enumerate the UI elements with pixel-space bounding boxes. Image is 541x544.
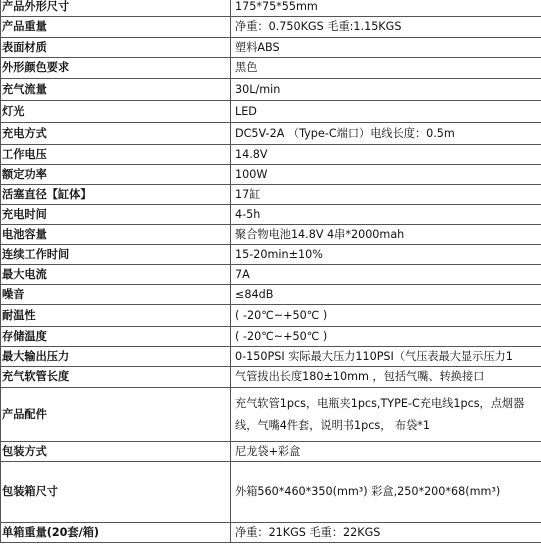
table-row <box>1 0 541 17</box>
row-label-runtime: 连续工作时间 <box>1 245 231 265</box>
row-value-runtime: 15-20min±10% <box>231 245 541 265</box>
row-value-charging-method: DC5V-2A （Type-C端口）电线长度：0.5m <box>231 123 541 145</box>
table-row <box>1 58 541 79</box>
row-label-material: 表面材质 <box>1 38 231 58</box>
row-value-max-current: 7A <box>231 265 541 285</box>
row-value-accessories: 充气软管1pcs，电瓶夹1pcs,TYPE-C充电线1pcs，点烟器线，气嘴4件套，说明书1pcs， 布袋*1 <box>231 388 541 442</box>
table-row <box>1 462 541 523</box>
row-value-temp-resistance: ( -20℃~+50℃ ) <box>231 305 541 327</box>
row-value-power: 100W <box>231 165 541 185</box>
row-value-noise: ≤84dB <box>231 285 541 305</box>
row-value-weight: 净重：0.750KGS 毛重:1.15KGS <box>231 17 541 38</box>
table-row <box>1 17 541 38</box>
row-value-dimensions: 175*75*55mm <box>231 0 541 17</box>
table-row <box>1 265 541 285</box>
table-row <box>1 523 541 543</box>
table-row <box>1 347 541 367</box>
row-value-voltage: 14.8V <box>231 145 541 165</box>
row-label-light: 灯光 <box>1 101 231 123</box>
row-value-packaging: 尼龙袋+彩盒 <box>231 442 541 462</box>
row-label-power: 额定功率 <box>1 165 231 185</box>
table-row <box>1 285 541 305</box>
row-value-color: 黑色 <box>231 58 541 79</box>
row-label-piston: 活塞直径【缸体】 <box>1 185 231 205</box>
row-value-hose-length: 气管拔出长度180±10mm ，包括气嘴、转换接口 <box>231 367 541 388</box>
table-row <box>1 205 541 225</box>
table-row <box>1 245 541 265</box>
row-label-accessories: 产品配件 <box>1 388 231 442</box>
row-label-voltage: 工作电压 <box>1 145 231 165</box>
row-value-carton-size: 外箱560*460*350(mm³) 彩盒,250*200*68(mm³) <box>231 462 541 523</box>
table-row <box>1 388 541 442</box>
table-row <box>1 123 541 145</box>
table-row <box>1 185 541 205</box>
row-label-noise: 噪音 <box>1 285 231 305</box>
row-label-color: 外形颜色要求 <box>1 58 231 79</box>
row-label-max-current: 最大电流 <box>1 265 231 285</box>
table-row <box>1 305 541 327</box>
row-value-battery: 聚合物电池14.8V 4串*2000mah <box>231 225 541 245</box>
table-row <box>1 101 541 123</box>
row-label-dimensions: 产品外形尺寸 <box>1 0 231 17</box>
row-value-max-pressure: 0-150PSI 实际最大压力110PSI（气压表最大显示压力1 <box>231 347 541 367</box>
row-label-flow: 充气流量 <box>1 79 231 101</box>
row-value-storage-temp: ( -20℃~+50℃ ) <box>231 327 541 347</box>
table-row <box>1 165 541 185</box>
table-row <box>1 38 541 58</box>
row-label-hose-length: 充气软管长度 <box>1 367 231 388</box>
row-label-charging-method: 充电方式 <box>1 123 231 145</box>
table-row <box>1 367 541 388</box>
table-row <box>1 145 541 165</box>
table-row <box>1 327 541 347</box>
table-row <box>1 442 541 462</box>
row-label-storage-temp: 存储温度 <box>1 327 231 347</box>
row-value-light: LED <box>231 101 541 123</box>
row-label-weight: 产品重量 <box>1 17 231 38</box>
row-label-packaging: 包装方式 <box>1 442 231 462</box>
row-label-battery: 电池容量 <box>1 225 231 245</box>
row-label-charge-time: 充电时间 <box>1 205 231 225</box>
row-label-temp-resistance: 耐温性 <box>1 305 231 327</box>
table-row <box>1 79 541 101</box>
row-value-charge-time: 4-5h <box>231 205 541 225</box>
row-value-flow: 30L/min <box>231 79 541 101</box>
row-label-max-pressure: 最大输出压力 <box>1 347 231 367</box>
row-label-carton-weight: 单箱重量(20套/箱) <box>1 523 231 543</box>
row-value-material: 塑料ABS <box>231 38 541 58</box>
row-value-piston: 17缸 <box>231 185 541 205</box>
table-row <box>1 225 541 245</box>
row-label-carton-size: 包装箱尺寸 <box>1 462 231 523</box>
row-value-carton-weight: 净重：21KGS 毛重：22KGS <box>231 523 541 543</box>
